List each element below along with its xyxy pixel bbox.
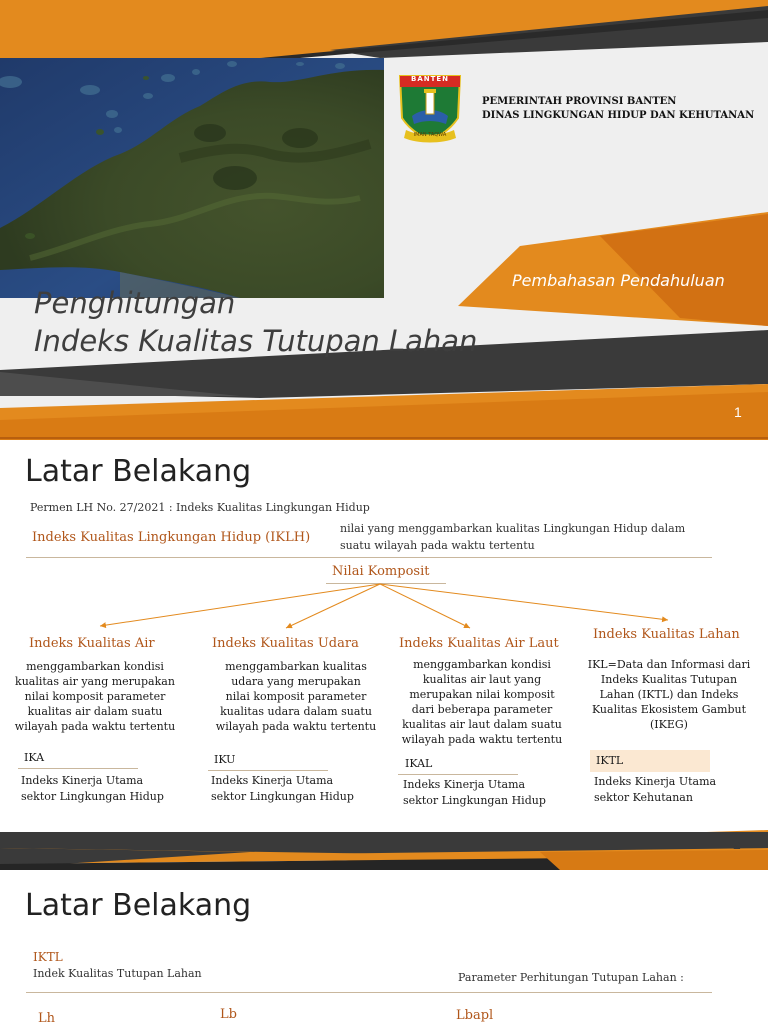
iklh-label: Indeks Kualitas Lingkungan Hidup (IKLH) xyxy=(32,530,311,545)
column-title-udara: Indeks Kualitas Udara xyxy=(212,636,359,651)
iklh-description-line-2: suatu wilayah pada waktu tertentu xyxy=(340,539,535,552)
param-lbapl: Lbapl xyxy=(456,1008,494,1023)
param-lh: Lh xyxy=(38,1011,56,1024)
kinerja-line: sektor Lingkungan Hidup xyxy=(403,794,546,807)
column-desc-air-laut xyxy=(390,657,574,747)
desc-line: IKL=Data dan Informasi dari xyxy=(587,658,751,671)
desc-line: kualitas air yang merupakan xyxy=(15,675,175,688)
slide-heading: Latar Belakang xyxy=(25,888,252,923)
kinerja-line: sektor Lingkungan Hidup xyxy=(21,790,164,803)
kinerja-line: Indeks Kinerja Utama xyxy=(211,774,334,787)
desc-line: kualitas udara dalam suatu xyxy=(220,705,372,718)
iktl-label: IKTL xyxy=(33,950,63,964)
column-kinerja-air-laut xyxy=(403,777,546,809)
desc-line: dari beberapa parameter xyxy=(411,703,553,716)
kinerja-line: Indeks Kinerja Utama xyxy=(21,774,144,787)
column-kinerja-lahan xyxy=(594,774,716,806)
divider xyxy=(26,992,712,993)
government-name: PEMERINTAH PROVINSI BANTEN xyxy=(482,96,677,107)
desc-line: wilayah pada waktu tertentu xyxy=(215,720,377,733)
column-title-lahan: Indeks Kualitas Lahan xyxy=(593,627,740,642)
agency-name: DINAS LINGKUNGAN HIDUP DAN KEHUTANAN xyxy=(482,110,755,121)
parameter-text: Parameter Perhitungan Tutupan Lahan : xyxy=(458,971,684,984)
title-line-2: Indeks Kualitas Tutupan Lahan xyxy=(34,324,478,358)
desc-line: (IKEG) xyxy=(650,718,688,731)
column-abbr-udara: IKU xyxy=(214,753,236,766)
slide-footer-decoration xyxy=(0,824,768,870)
kinerja-line: sektor Lingkungan Hidup xyxy=(211,790,354,803)
column-abbr-air: IKA xyxy=(24,751,45,764)
abbr-underline xyxy=(398,774,518,775)
column-abbr-lahan: IKTL xyxy=(590,750,710,772)
title-slide xyxy=(0,0,768,440)
page-number: 1 xyxy=(734,404,742,420)
desc-line: Kualitas Ekosistem Gambut xyxy=(591,703,747,716)
desc-line: kualitas air laut dalam suatu xyxy=(402,718,562,731)
desc-line: menggambarkan kualitas xyxy=(225,660,367,673)
logo-text-top: BANTEN xyxy=(410,75,450,83)
desc-line: nilai komposit parameter xyxy=(225,690,367,703)
title-line-1: Penghitungan xyxy=(34,286,236,320)
column-kinerja-air xyxy=(21,773,164,805)
logo-text-bottom: IMAN TAQWA xyxy=(413,132,447,138)
desc-line: menggambarkan kondisi xyxy=(26,660,164,673)
regulation-text: Permen LH No. 27/2021 : Indeks Kualitas Lingkungan Hidup xyxy=(30,501,370,514)
desc-line: Lahan (IKTL) dan Indeks xyxy=(599,688,739,701)
param-lb: Lb xyxy=(220,1007,237,1022)
desc-line: menggambarkan kondisi xyxy=(413,658,551,671)
kinerja-line: Indeks Kinerja Utama xyxy=(594,775,717,788)
iktl-full-name: Indek Kualitas Tutupan Lahan xyxy=(33,967,202,980)
desc-line: Indeks Kualitas Tutupan xyxy=(600,673,738,686)
satellite-map-image xyxy=(0,58,384,298)
kinerja-line: sektor Kehutanan xyxy=(594,791,693,804)
column-title-air: Indeks Kualitas Air xyxy=(29,636,155,651)
page-number: 2 xyxy=(733,836,741,852)
column-desc-lahan xyxy=(578,657,760,732)
column-desc-udara xyxy=(202,659,390,734)
desc-line: wilayah pada waktu tertentu xyxy=(14,720,176,733)
abbr-underline xyxy=(208,770,328,771)
kinerja-line: Indeks Kinerja Utama xyxy=(403,778,526,791)
abbr-underline xyxy=(18,768,138,769)
column-kinerja-udara xyxy=(211,773,354,805)
column-desc-air xyxy=(4,659,186,734)
desc-line: merupakan nilai komposit xyxy=(409,688,555,701)
background-slide-2 xyxy=(0,870,768,1024)
iklh-description-line-1: nilai yang menggambarkan kualitas Lingkungan Hidup dalam xyxy=(340,522,686,535)
desc-line: udara yang merupakan xyxy=(231,675,361,688)
background-slide xyxy=(0,440,768,870)
desc-line: nilai komposit parameter xyxy=(24,690,166,703)
desc-line: kualitas air laut yang xyxy=(422,673,542,686)
desc-line: kualitas air dalam suatu xyxy=(27,705,163,718)
banten-logo xyxy=(392,72,468,144)
slide-subtitle: Pembahasan Pendahuluan xyxy=(512,271,725,290)
column-abbr-air-laut: IKAL xyxy=(405,757,433,770)
komposit-label: Nilai Komposit xyxy=(332,564,430,579)
slide-heading: Latar Belakang xyxy=(25,454,252,489)
column-title-air-laut: Indeks Kualitas Air Laut xyxy=(399,636,559,651)
desc-line: wilayah pada waktu tertentu xyxy=(401,733,563,746)
